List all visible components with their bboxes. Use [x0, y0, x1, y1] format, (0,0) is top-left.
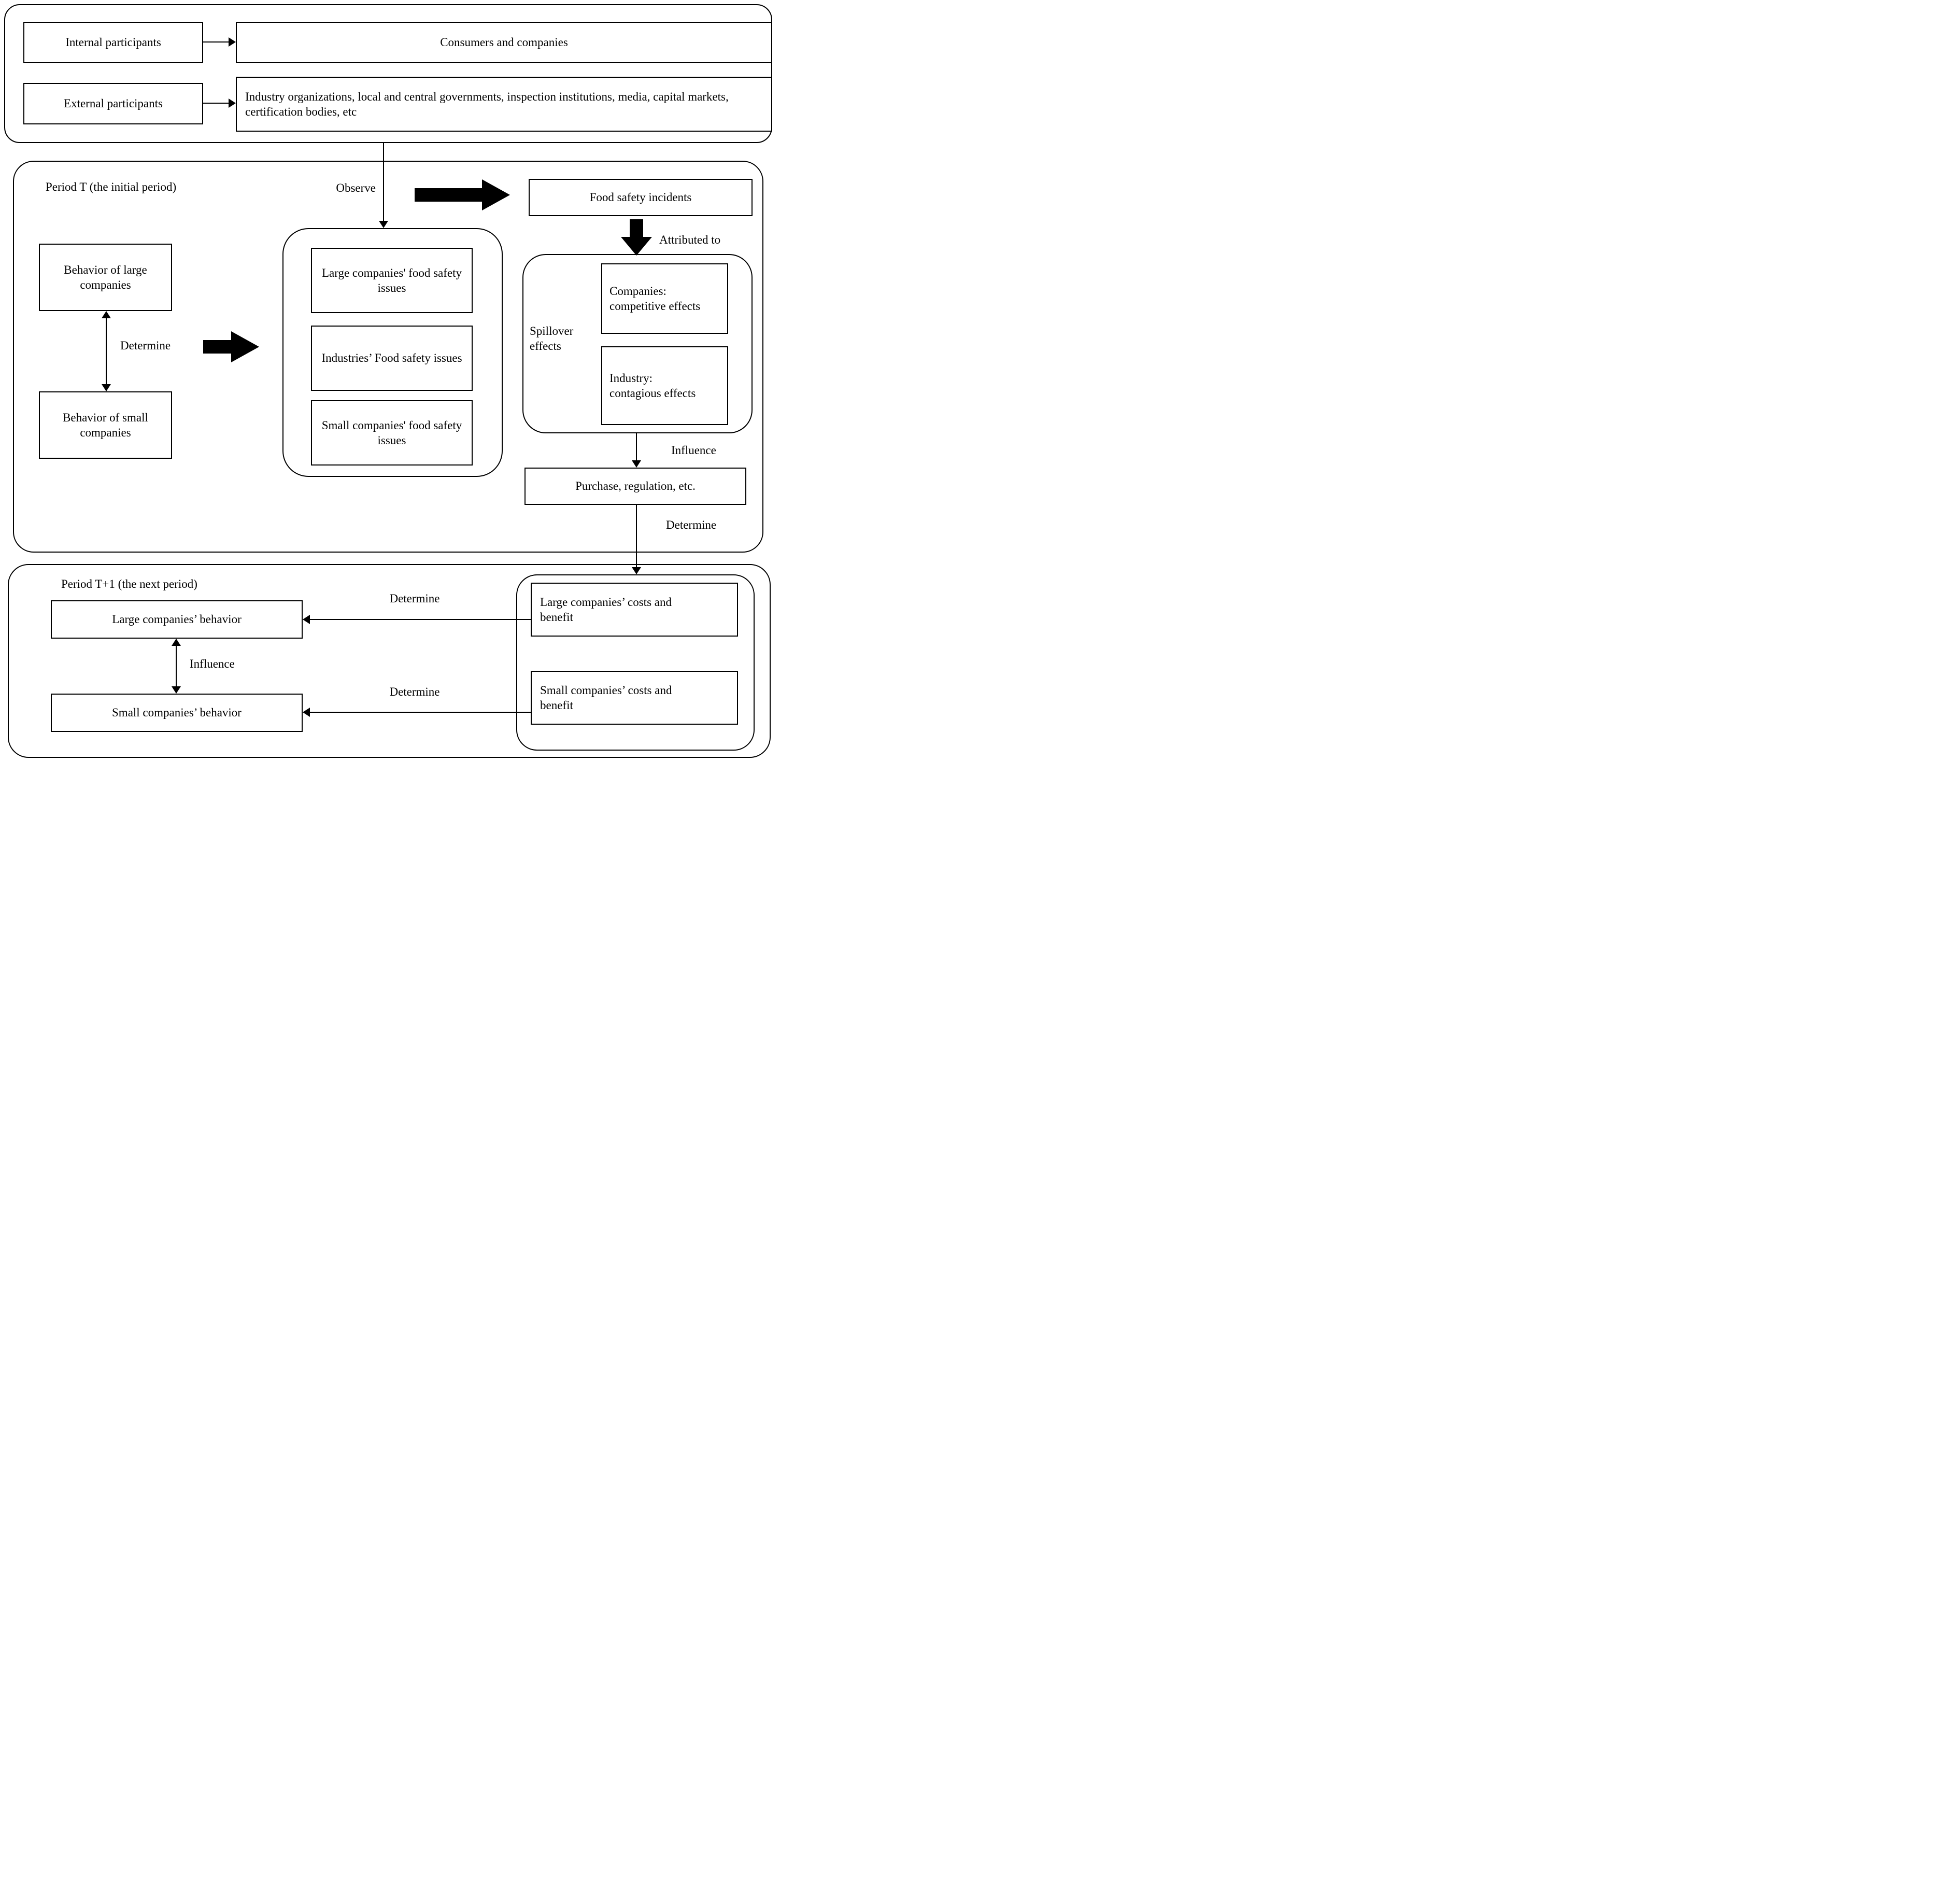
arrow-t1-influence-down-head — [172, 686, 181, 694]
spillover-industry-box: Industry: contagious effects — [601, 346, 728, 425]
arrow-behavior-down-head — [102, 384, 111, 391]
internal-participants-box: Internal participants — [23, 22, 203, 63]
small-costs-box: Small companies’ costs and benefit — [531, 671, 738, 725]
external-participants-list-box: Industry organizations, local and central governments, inspection institutions, media, capital markets, certification bodies, etc — [236, 77, 772, 132]
arrow-spillover-to-purchase-line — [636, 433, 637, 461]
fat-arrow-to-incidents-head — [482, 179, 510, 210]
issue-industries-box: Industries’ Food safety issues — [311, 326, 473, 391]
influence-label-period-t: Influence — [671, 444, 716, 457]
determine-label-period-t: Determine — [120, 339, 171, 352]
spillover-companies-box: Companies: competitive effects — [601, 263, 728, 334]
determine-label-large: Determine — [389, 592, 440, 605]
large-costs-box: Large companies’ costs and benefit — [531, 583, 738, 637]
arrow-internal-to-consumers-head — [229, 37, 236, 47]
fat-arrow-attributed-head — [621, 237, 652, 256]
arrow-small-determine-line — [309, 712, 531, 713]
fat-arrow-to-issues-head — [231, 331, 259, 362]
issue-small-companies-box: Small companies' food safety issues — [311, 400, 473, 466]
arrow-internal-to-consumers-line — [203, 41, 229, 43]
large-behavior-box: Large companies’ behavior — [51, 600, 303, 639]
influence-label-t1: Influence — [190, 657, 235, 670]
arrow-behavior-line — [106, 317, 107, 385]
arrow-observe-head — [379, 221, 388, 228]
behavior-large-companies-box: Behavior of large companies — [39, 244, 172, 311]
behavior-small-companies-box: Behavior of small companies — [39, 391, 172, 459]
spillover-effects-label: Spillover effects — [530, 325, 574, 353]
determine-label-next-period: Determine — [666, 518, 717, 531]
observe-label: Observe — [336, 181, 376, 194]
arrow-large-determine-line — [309, 619, 531, 620]
diagram-canvas — [0, 0, 777, 762]
arrow-external-to-list-head — [229, 98, 236, 108]
arrow-purchase-to-costs-head — [632, 567, 641, 574]
attributed-to-label: Attributed to — [659, 233, 721, 246]
fat-arrow-to-incidents-bar — [415, 188, 483, 202]
arrow-observe-line — [383, 143, 384, 221]
external-participants-box: External participants — [23, 83, 203, 124]
fat-arrow-attributed-bar — [630, 219, 643, 238]
period-t1-title: Period T+1 (the next period) — [61, 577, 197, 590]
arrow-spillover-to-purchase-head — [632, 460, 641, 468]
arrow-small-determine-head — [303, 708, 310, 717]
period-t-title: Period T (the initial period) — [46, 180, 177, 193]
arrow-t1-influence-line — [176, 645, 177, 687]
arrow-external-to-list-line — [203, 103, 229, 104]
arrow-purchase-to-costs-line — [636, 505, 637, 568]
issue-large-companies-box: Large companies' food safety issues — [311, 248, 473, 313]
consumers-companies-box: Consumers and companies — [236, 22, 772, 63]
small-behavior-box: Small companies’ behavior — [51, 694, 303, 732]
food-safety-incidents-box: Food safety incidents — [529, 179, 753, 216]
purchase-regulation-box: Purchase, regulation, etc. — [524, 468, 746, 505]
determine-label-small: Determine — [389, 685, 440, 698]
fat-arrow-to-issues-bar — [203, 340, 232, 354]
arrow-large-determine-head — [303, 615, 310, 624]
